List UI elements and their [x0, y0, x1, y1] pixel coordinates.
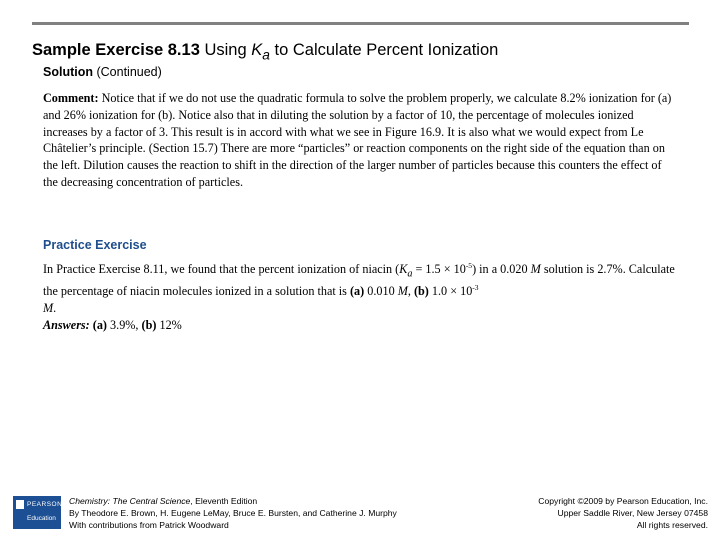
rights-line: All rights reserved. [636, 520, 708, 530]
period: . [53, 301, 57, 316]
comment-label: Comment: [43, 91, 99, 105]
answer-b-label: (b) [141, 317, 157, 332]
comma: , [407, 284, 411, 299]
title-k-subscript: a [262, 47, 270, 63]
practice-text-5: 0.010 [367, 284, 395, 299]
ka-subscript: a [407, 268, 413, 280]
footer-citation [69, 495, 397, 531]
pearson-logo [13, 496, 61, 529]
answer-b: 12% [159, 317, 182, 332]
pearson-mark-icon [16, 500, 24, 509]
practice-text-4: solution is 2.7%. Calculate the percentage of niacin molecules ionized in a solution that is [43, 262, 675, 299]
title-k-symbol: K [251, 41, 263, 59]
contributions-line: With contributions from Patrick Woodward [69, 520, 229, 530]
book-line [69, 495, 397, 507]
part-a-label: (a) [349, 284, 365, 299]
logo-name: PEARSON [27, 501, 63, 508]
copyright-line: Copyright ©2009 by Pearson Education, Inc. [538, 496, 708, 506]
subtitle [43, 65, 162, 79]
book-edition: , Eleventh Edition [190, 496, 258, 506]
slide-title [32, 41, 498, 62]
top-rule [32, 22, 689, 25]
title-end: to Calculate Percent Ionization [274, 41, 499, 59]
practice-paragraph [43, 261, 677, 334]
unit-m-1: M [530, 262, 541, 276]
address-line: Upper Saddle River, New Jersey 07458 [557, 508, 708, 518]
comment-paragraph [43, 90, 677, 191]
answer-a-label: (a) [92, 317, 107, 332]
unit-m-2: M [397, 284, 408, 299]
subtitle-rest: (Continued) [96, 65, 162, 79]
footer [0, 490, 720, 535]
practice-text-3: ) in a 0.020 [472, 262, 528, 276]
title-text: Using [204, 41, 247, 59]
exponent-2: -3 [472, 283, 479, 293]
practice-text-6: 1.0 × 10 [431, 284, 473, 299]
authors-line: By Theodore E. Brown, H. Eugene LeMay, Bruce E. Bursten, and Catherine J. Murphy [69, 508, 397, 518]
answer-a: 3.9%, [110, 317, 139, 332]
part-b-label: (b) [413, 284, 429, 299]
ka-symbol: K [399, 262, 408, 276]
book-title: Chemistry: The Central Science [69, 496, 191, 506]
practice-text-2: = 1.5 × 10 [415, 262, 466, 276]
practice-heading: Practice Exercise [43, 238, 147, 252]
unit-m-3: M [43, 301, 54, 316]
comment-text: Notice that if we do not use the quadratic formula to solve the problem properly, we calculate 8.2% ionization for (a) and 26% ionization for (b). Notice also that in diluting the solution by a factor of 10, the percentage of molecules ionized increases by a factor of 3. This result is in accord with what we see in Figure 16.9. It is also what we would expect from Le Châtelier’s principle. (Section 15.7) There are more “particles” or reaction components on the right side of the equation than on the left. Dilution causes the reaction to shift in the direction of the larger number of particles because this counters the effect of the decreasing concentration of particles. [43, 91, 672, 189]
title-bold: Sample Exercise 8.13 [32, 41, 200, 59]
logo-sub: Education [27, 515, 56, 522]
answers-label: Answers: [43, 317, 90, 332]
practice-text-1: In Practice Exercise 8.11, we found that the percent ionization of niacin ( [43, 262, 400, 276]
exponent-1: -5 [465, 260, 473, 270]
subtitle-bold: Solution [43, 65, 93, 79]
footer-copyright [538, 495, 708, 531]
